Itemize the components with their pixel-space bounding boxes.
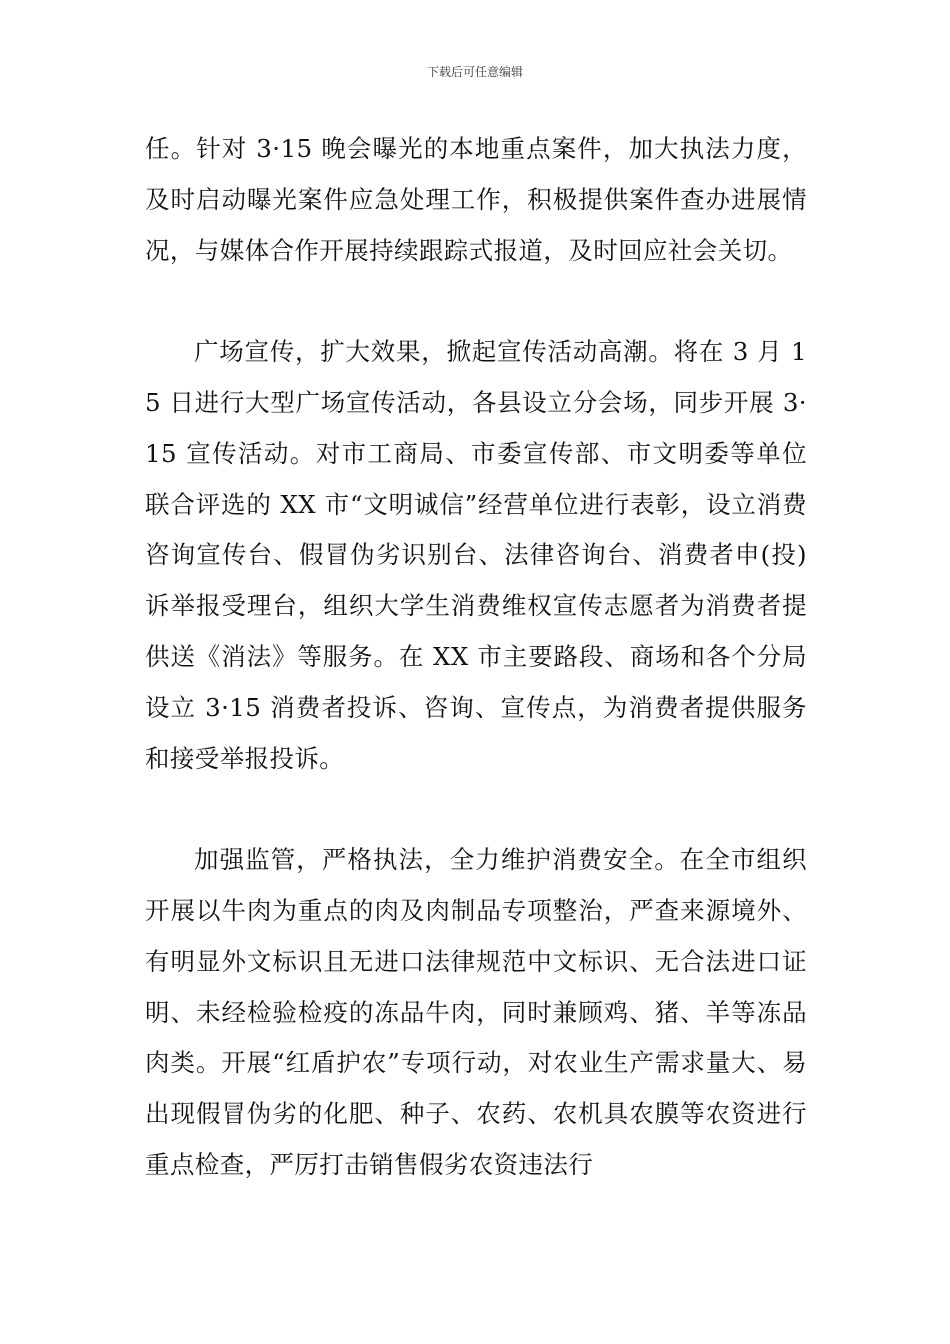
document-body <box>145 124 807 1191</box>
paragraph-square-publicity: 广场宣传，扩大效果，掀起宣传活动高潮。将在 3 月 15 日进行大型广场宣传活动，各县设立分会场，同步开展 3·15 宣传活动。对市工商局、市委宣传部、市文明委等单位联合评选的 XX 市“文明诚信”经营单位进行表彰，设立消费咨询宣传台、假冒伪劣识别台、法律咨询台、消费者申(投)诉举报受理台，组织大学生消费维权宣传志愿者为消费者提供送《消法》等服务。在 XX 市主要路段、商场和各个分局设立 3·15 消费者投诉、咨询、宣传点，为消费者提供服务和接受举报投诉。 <box>145 337 807 773</box>
paragraph-supervision: 加强监管，严格执法，全力维护消费安全。在全市组织开展以牛肉为重点的肉及肉制品专项整治，严查来源境外、有明显外文标识且无进口法律规范中文标识、无合法进口证明、未经检验检疫的冻品牛肉，同时兼顾鸡、猪、羊等冻品肉类。开展“红盾护农”专项行动，对农业生产需求量大、易出现假冒伪劣的化肥、种子、农药、农机具农膜等农资进行重点检查，严厉打击销售假劣农资违法行 <box>145 845 807 1179</box>
paragraph-case-handling: 任。针对 3·15 晚会曝光的本地重点案件，加大执法力度，及时启动曝光案件应急处理工作，积极提供案件查办进展情况，与媒体合作开展持续跟踪式报道，及时回应社会关切。 <box>145 134 807 265</box>
paragraph-gap <box>145 276 807 327</box>
page-header-note: 下载后可任意编辑 <box>426 65 523 79</box>
paragraph-gap <box>145 784 807 835</box>
